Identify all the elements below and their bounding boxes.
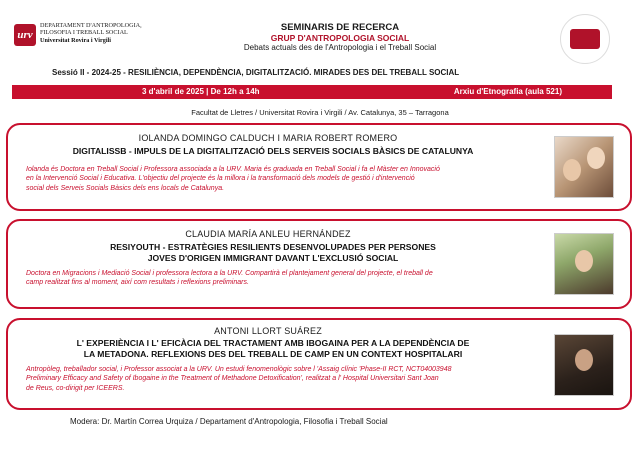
talk-description: Iolanda és Doctora en Treball Social i Professora associada a la URV. Maria és graduada en Treball Social i fa el Màster en Innovació en la Intervenció Social i Educativa. L'objectiu del projecte és la millora i la transformació dels models de gestió i d'intervenció social dels Serveis Socials Bàsics dels ens locals de Catalunya. [26, 166, 440, 192]
talk-description: Doctora en Migracions i Mediació Social i professora lectora a la URV. Compartirà el plantejament general del projecte, el treball de camp realitzat fins al moment, així com resultats i reflexions preliminars. [26, 270, 433, 287]
talk-title: L' EXPERIÈNCIA I L' EFICÀCIA DEL TRACTAMENT AMB IBOGAINA PER A LA DEPENDÈNCIA DE LA METADONA. REFLEXIONS DES DEL TREBALL DE CAMP EN UN CONTEXT HOSPITALARI [76, 338, 470, 359]
logo-line-3: Universitat Rovira i Virgili [40, 36, 111, 44]
group-seal-logo [560, 14, 610, 64]
logo-line-2: FILOSOFIA I TREBALL SOCIAL [40, 29, 128, 37]
speaker-names: CLAUDIA MARÍA ANLEU HERNÁNDEZ [185, 229, 351, 239]
date-bar [12, 85, 612, 99]
moderator-line: Modera: Dr. Martín Correa Urquiza / Departament d'Antropologia, Filosofia i Treball Social [70, 417, 388, 426]
department-logo [14, 22, 204, 66]
group-name: GRUP D'ANTROPOLOGIA SOCIAL [270, 33, 410, 43]
talk-description: Antropòleg, treballador social, i Professor associat a la URV. Un estudi fenomenològic sobre l 'Assaig clínic 'Phase-II RCT, NCT04003948 Preliminary Efficacy and Safety of Ibogaine in the Treatment of Methadone Detoxification', realitzat a l' Hospital Universitari Sant Joan de Reus, co-dirigit per ICEERS. [26, 366, 452, 392]
speaker-names: ANTONI LLORT SUÁREZ [214, 326, 322, 336]
session-title: Sessió II - 2024-25 - RESILIÈNCIA, DEPENDÈNCIA, DIGITALITZACIÓ. MIRADES DES DEL TREBALL SOCIAL [52, 68, 460, 77]
talk-title: DIGITALISSB - IMPULS DE LA DIGITALITZACIÓ DELS SERVEIS SOCIALS BÀSICS DE CATALUNYA [72, 146, 474, 156]
date-time: 3 d'abril de 2025 | De 12h a 14h [142, 87, 260, 96]
page-title: SEMINARIS DE RECERCA [280, 22, 400, 33]
talk-card-1 [6, 123, 632, 211]
talk-card-2 [6, 219, 632, 309]
venue-room: Arxiu d'Etnografia (aula 521) [453, 87, 562, 96]
address: Facultat de Lletres / Universitat Rovira i Virgili / Av. Catalunya, 35 – Tarragona [191, 108, 449, 117]
speaker-names: IOLANDA DOMINGO CALDUCH I MARIA ROBERT ROMERO [138, 133, 398, 143]
seal-icon [570, 29, 600, 49]
speaker-photo [554, 334, 614, 396]
logo-line-1: DEPARTAMENT D'ANTROPOLOGIA, [40, 22, 142, 29]
speaker-photo [554, 136, 614, 198]
subtitle: Debats actuals des de l'Antropologia i el Treball Social [243, 43, 437, 52]
talk-title: RESIYOUTH - ESTRATÈGIES RESILIENTS DESENVOLUPADES PER PERSONES JOVES D'ORIGEN IMMIGRANT DAVANT L'EXCLUSIÓ SOCIAL [110, 242, 436, 263]
speaker-photo [554, 233, 614, 295]
urv-logo-icon: urv [14, 24, 36, 46]
talk-card-3 [6, 318, 632, 410]
